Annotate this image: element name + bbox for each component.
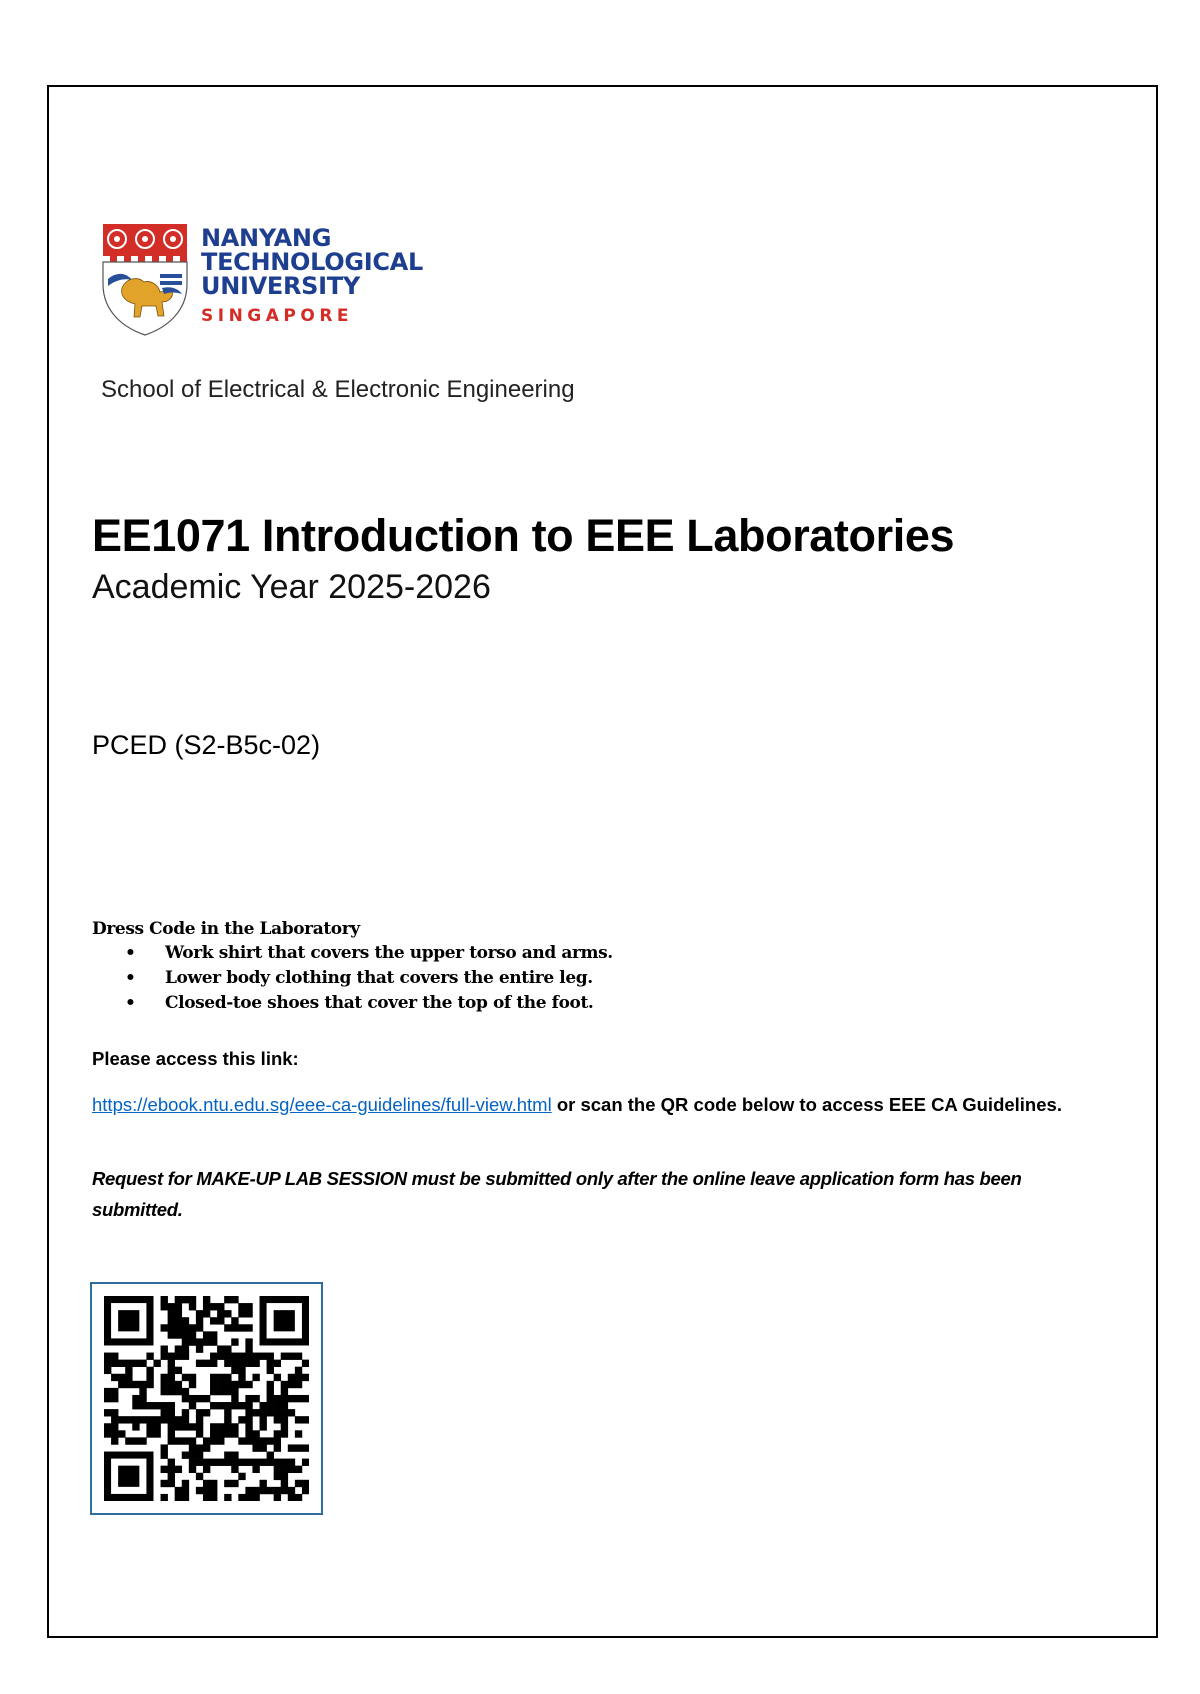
logo-line-3: UNIVERSITY [201,272,360,300]
list-item [125,941,613,966]
logo-line-2: TECHNOLOGICAL [201,248,424,276]
lab-venue: PCED (S2-B5c-02) [92,730,321,760]
access-heading: Please access this link: [92,1048,299,1069]
ntu-wordmark [201,226,423,326]
qr-code-icon [104,1296,309,1501]
bullet-icon: • [125,968,136,988]
dress-code-list [92,941,613,1016]
list-item-text: Work shirt that covers the upper torso and arms. [165,943,613,963]
list-item [125,966,613,991]
ntu-crest-icon [102,224,188,336]
list-item [125,991,613,1016]
logo-line-1: NANYANG [201,224,332,252]
guidelines-text: or scan the QR code below to access EEE CA Guidelines. [551,1094,1062,1115]
bullet-icon: • [125,993,136,1013]
course-title: EE1071 Introduction to EEE Laboratories [92,510,955,561]
qr-code[interactable] [90,1282,323,1515]
academic-year: Academic Year 2025-2026 [92,568,491,606]
bullet-icon: • [125,943,136,963]
dress-code-heading: Dress Code in the Laboratory [92,919,360,939]
guidelines-link[interactable]: https://ebook.ntu.edu.sg/eee-ca-guidelines/full-view.html [92,1094,552,1115]
dress-code-section [92,917,613,1016]
list-item-text: Closed-toe shoes that cover the top of the foot. [165,993,594,1013]
school-name: School of Electrical & Electronic Engineering [101,376,575,403]
makeup-note: Request for MAKE-UP LAB SESSION must be submitted only after the online leave application form has been submitted. [92,1168,1022,1220]
list-item-text: Lower body clothing that covers the entire leg. [165,968,593,988]
guidelines-paragraph [92,1089,1062,1121]
logo-line-4: SINGAPORE [201,306,354,326]
ntu-logo [102,224,422,336]
